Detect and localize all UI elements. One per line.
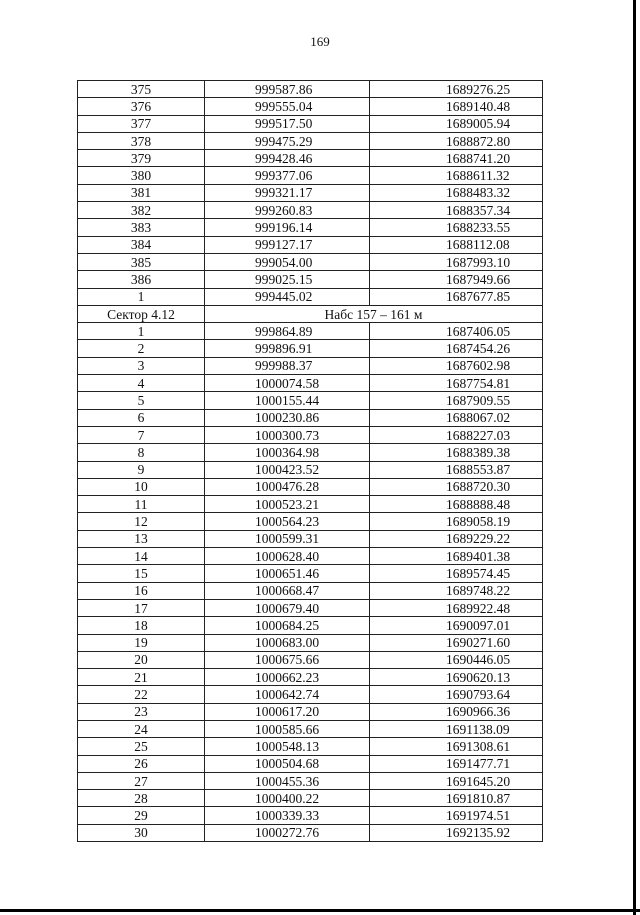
scan-edge-bottom — [0, 909, 640, 912]
table-row — [78, 772, 543, 789]
table-row — [78, 271, 543, 288]
point-number-cell: 4 — [78, 375, 205, 392]
table-row — [78, 132, 543, 149]
x-coordinate-cell: 1000679.40 — [205, 599, 370, 616]
y-coordinate-cell: 1688720.30 — [370, 478, 543, 495]
y-coordinate-cell: 1688872.80 — [370, 132, 543, 149]
table-row — [78, 686, 543, 703]
x-coordinate-cell: 1000668.47 — [205, 582, 370, 599]
sector-header-row — [78, 305, 543, 322]
y-coordinate-cell: 1688067.02 — [370, 409, 543, 426]
y-coordinate-cell: 1690271.60 — [370, 634, 543, 651]
x-coordinate-cell: 999587.86 — [205, 81, 370, 98]
point-number-cell: 377 — [78, 115, 205, 132]
point-number-cell: 3 — [78, 357, 205, 374]
x-coordinate-cell: 1000476.28 — [205, 478, 370, 495]
table-row — [78, 426, 543, 443]
y-coordinate-cell: 1688389.38 — [370, 444, 543, 461]
x-coordinate-cell: 999517.50 — [205, 115, 370, 132]
x-coordinate-cell: 1000642.74 — [205, 686, 370, 703]
y-coordinate-cell: 1689058.19 — [370, 513, 543, 530]
table-row — [78, 496, 543, 513]
y-coordinate-cell: 1689276.25 — [370, 81, 543, 98]
table-row — [78, 340, 543, 357]
point-number-cell: 30 — [78, 824, 205, 841]
x-coordinate-cell: 1000155.44 — [205, 392, 370, 409]
point-number-cell: 18 — [78, 617, 205, 634]
page-number: 169 — [310, 34, 330, 49]
point-number-cell: 379 — [78, 150, 205, 167]
x-coordinate-cell: 1000455.36 — [205, 772, 370, 789]
point-number-cell: 383 — [78, 219, 205, 236]
x-coordinate-cell: 999054.00 — [205, 253, 370, 270]
point-number-cell: 10 — [78, 478, 205, 495]
y-coordinate-cell: 1688357.34 — [370, 202, 543, 219]
y-coordinate-cell: 1689229.22 — [370, 530, 543, 547]
table-row — [78, 323, 543, 340]
point-number-cell: 385 — [78, 253, 205, 270]
point-number-cell: 384 — [78, 236, 205, 253]
y-coordinate-cell: 1689922.48 — [370, 599, 543, 616]
table-row — [78, 219, 543, 236]
x-coordinate-cell: 999260.83 — [205, 202, 370, 219]
table-row — [78, 617, 543, 634]
y-coordinate-cell: 1687454.26 — [370, 340, 543, 357]
table-row — [78, 651, 543, 668]
table-row — [78, 513, 543, 530]
x-coordinate-cell: 1000272.76 — [205, 824, 370, 841]
table-row — [78, 720, 543, 737]
x-coordinate-cell: 1000504.68 — [205, 755, 370, 772]
x-coordinate-cell: 1000675.66 — [205, 651, 370, 668]
point-number-cell: 27 — [78, 772, 205, 789]
x-coordinate-cell: 999127.17 — [205, 236, 370, 253]
y-coordinate-cell: 1690620.13 — [370, 669, 543, 686]
y-coordinate-cell: 1687909.55 — [370, 392, 543, 409]
point-number-cell: 5 — [78, 392, 205, 409]
point-number-cell: 29 — [78, 807, 205, 824]
point-number-cell: 9 — [78, 461, 205, 478]
point-number-cell: 375 — [78, 81, 205, 98]
x-coordinate-cell: 1000548.13 — [205, 738, 370, 755]
x-coordinate-cell: 999896.91 — [205, 340, 370, 357]
x-coordinate-cell: 999445.02 — [205, 288, 370, 305]
x-coordinate-cell: 1000617.20 — [205, 703, 370, 720]
point-number-cell: 16 — [78, 582, 205, 599]
y-coordinate-cell: 1689140.48 — [370, 98, 543, 115]
y-coordinate-cell: 1690097.01 — [370, 617, 543, 634]
table-row — [78, 98, 543, 115]
table-row — [78, 530, 543, 547]
x-coordinate-cell: 999555.04 — [205, 98, 370, 115]
point-number-cell: 1 — [78, 288, 205, 305]
x-coordinate-cell: 1000684.25 — [205, 617, 370, 634]
y-coordinate-cell: 1691810.87 — [370, 790, 543, 807]
point-number-cell: 6 — [78, 409, 205, 426]
table-row — [78, 824, 543, 841]
sector-height-range: Набс 157 – 161 м — [205, 305, 543, 322]
x-coordinate-cell: 999377.06 — [205, 167, 370, 184]
table-row — [78, 167, 543, 184]
y-coordinate-cell: 1690966.36 — [370, 703, 543, 720]
x-coordinate-cell: 999428.46 — [205, 150, 370, 167]
point-number-cell: 19 — [78, 634, 205, 651]
y-coordinate-cell: 1689574.45 — [370, 565, 543, 582]
table-row — [78, 790, 543, 807]
y-coordinate-cell: 1689401.38 — [370, 548, 543, 565]
point-number-cell: 381 — [78, 184, 205, 201]
y-coordinate-cell: 1688888.48 — [370, 496, 543, 513]
table-row — [78, 115, 543, 132]
table-row — [78, 357, 543, 374]
y-coordinate-cell: 1691974.51 — [370, 807, 543, 824]
table-row — [78, 81, 543, 98]
table-row — [78, 599, 543, 616]
x-coordinate-cell: 1000651.46 — [205, 565, 370, 582]
point-number-cell: 12 — [78, 513, 205, 530]
x-coordinate-cell: 1000423.52 — [205, 461, 370, 478]
point-number-cell: 14 — [78, 548, 205, 565]
x-coordinate-cell: 1000564.23 — [205, 513, 370, 530]
x-coordinate-cell: 1000364.98 — [205, 444, 370, 461]
table-row — [78, 634, 543, 651]
y-coordinate-cell: 1688553.87 — [370, 461, 543, 478]
y-coordinate-cell: 1689005.94 — [370, 115, 543, 132]
x-coordinate-cell: 1000628.40 — [205, 548, 370, 565]
sector-title: Сектор 4.12 — [78, 305, 205, 322]
x-coordinate-cell: 1000400.22 — [205, 790, 370, 807]
table-row — [78, 150, 543, 167]
point-number-cell: 20 — [78, 651, 205, 668]
y-coordinate-cell: 1688483.32 — [370, 184, 543, 201]
table-row — [78, 444, 543, 461]
table-row — [78, 565, 543, 582]
point-number-cell: 2 — [78, 340, 205, 357]
x-coordinate-cell: 1000683.00 — [205, 634, 370, 651]
point-number-cell: 17 — [78, 599, 205, 616]
table-row — [78, 409, 543, 426]
table-row — [78, 548, 543, 565]
point-number-cell: 376 — [78, 98, 205, 115]
y-coordinate-cell: 1688233.55 — [370, 219, 543, 236]
point-number-cell: 25 — [78, 738, 205, 755]
table-row — [78, 807, 543, 824]
point-number-cell: 24 — [78, 720, 205, 737]
scan-edge-right — [633, 0, 636, 915]
point-number-cell: 380 — [78, 167, 205, 184]
table-row — [78, 184, 543, 201]
y-coordinate-cell: 1688611.32 — [370, 167, 543, 184]
y-coordinate-cell: 1689748.22 — [370, 582, 543, 599]
y-coordinate-cell: 1688112.08 — [370, 236, 543, 253]
x-coordinate-cell: 1000599.31 — [205, 530, 370, 547]
point-number-cell: 8 — [78, 444, 205, 461]
table-row — [78, 669, 543, 686]
point-number-cell: 28 — [78, 790, 205, 807]
table-row — [78, 236, 543, 253]
table-row — [78, 703, 543, 720]
x-coordinate-cell: 999475.29 — [205, 132, 370, 149]
x-coordinate-cell: 1000339.33 — [205, 807, 370, 824]
x-coordinate-cell: 1000230.86 — [205, 409, 370, 426]
x-coordinate-cell: 999988.37 — [205, 357, 370, 374]
x-coordinate-cell: 1000662.23 — [205, 669, 370, 686]
y-coordinate-cell: 1691308.61 — [370, 738, 543, 755]
x-coordinate-cell: 1000074.58 — [205, 375, 370, 392]
point-number-cell: 13 — [78, 530, 205, 547]
y-coordinate-cell: 1690793.64 — [370, 686, 543, 703]
y-coordinate-cell: 1692135.92 — [370, 824, 543, 841]
y-coordinate-cell: 1687677.85 — [370, 288, 543, 305]
x-coordinate-cell: 1000300.73 — [205, 426, 370, 443]
y-coordinate-cell: 1687949.66 — [370, 271, 543, 288]
point-number-cell: 11 — [78, 496, 205, 513]
table-row — [78, 288, 543, 305]
y-coordinate-cell: 1691477.71 — [370, 755, 543, 772]
point-number-cell: 15 — [78, 565, 205, 582]
coordinates-table-body — [78, 81, 543, 842]
y-coordinate-cell: 1690446.05 — [370, 651, 543, 668]
point-number-cell: 21 — [78, 669, 205, 686]
table-row — [78, 478, 543, 495]
y-coordinate-cell: 1687993.10 — [370, 253, 543, 270]
x-coordinate-cell: 999864.89 — [205, 323, 370, 340]
table-row — [78, 202, 543, 219]
point-number-cell: 378 — [78, 132, 205, 149]
y-coordinate-cell: 1688741.20 — [370, 150, 543, 167]
point-number-cell: 22 — [78, 686, 205, 703]
y-coordinate-cell: 1691138.09 — [370, 720, 543, 737]
y-coordinate-cell: 1687754.81 — [370, 375, 543, 392]
point-number-cell: 386 — [78, 271, 205, 288]
x-coordinate-cell: 1000585.66 — [205, 720, 370, 737]
x-coordinate-cell: 999025.15 — [205, 271, 370, 288]
table-row — [78, 392, 543, 409]
x-coordinate-cell: 1000523.21 — [205, 496, 370, 513]
table-row — [78, 755, 543, 772]
point-number-cell: 23 — [78, 703, 205, 720]
point-number-cell: 7 — [78, 426, 205, 443]
table-row — [78, 738, 543, 755]
x-coordinate-cell: 999321.17 — [205, 184, 370, 201]
table-row — [78, 253, 543, 270]
point-number-cell: 1 — [78, 323, 205, 340]
coordinates-table — [77, 80, 543, 842]
point-number-cell: 382 — [78, 202, 205, 219]
y-coordinate-cell: 1688227.03 — [370, 426, 543, 443]
table-row — [78, 582, 543, 599]
table-row — [78, 461, 543, 478]
table-row — [78, 375, 543, 392]
x-coordinate-cell: 999196.14 — [205, 219, 370, 236]
y-coordinate-cell: 1687602.98 — [370, 357, 543, 374]
point-number-cell: 26 — [78, 755, 205, 772]
y-coordinate-cell: 1687406.05 — [370, 323, 543, 340]
y-coordinate-cell: 1691645.20 — [370, 772, 543, 789]
